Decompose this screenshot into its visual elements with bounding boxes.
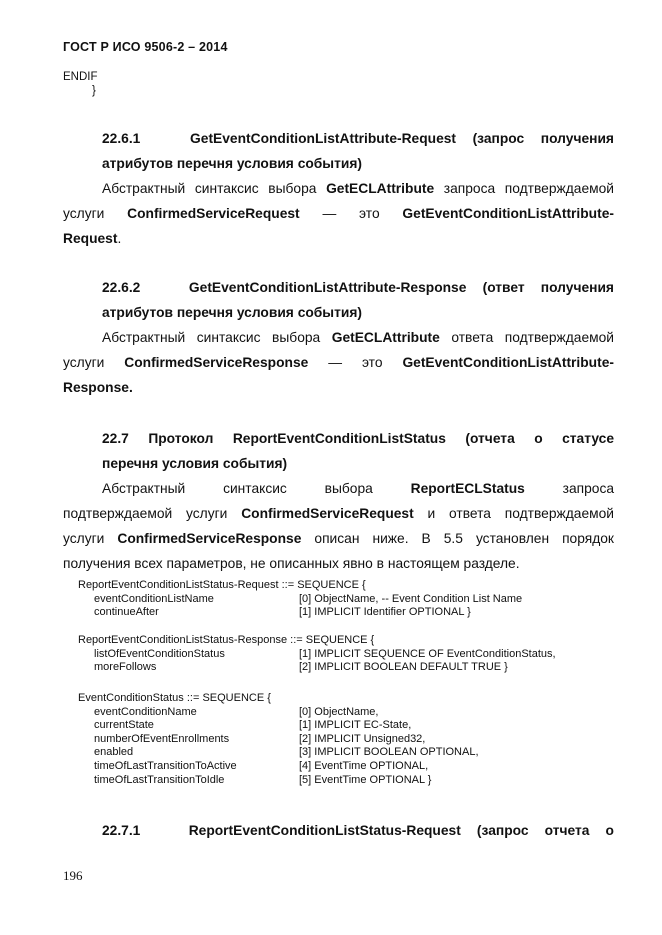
term: ConfirmedServiceResponse — [124, 355, 309, 370]
field-type: [0] ObjectName, -- Event Condition List Name — [299, 592, 523, 605]
field-type: [0] ObjectName, — [299, 705, 379, 718]
title-word: (ответ — [482, 280, 525, 295]
text: описан ниже. В 5.5 установлен порядок — [314, 531, 614, 546]
section-number: 22.7.1 — [102, 823, 141, 838]
text: — — [328, 355, 343, 370]
asn1-response-definition — [78, 634, 374, 648]
text: ответа подтверждаемой — [451, 330, 614, 345]
field-name: listOfEventConditionStatus — [94, 647, 225, 660]
text: выбора — [324, 481, 373, 496]
section-22-6-1-title — [102, 126, 614, 151]
field-name: numberOfEventEnrollments — [94, 732, 230, 745]
text: Абстрактный синтаксис выбора — [102, 330, 321, 345]
asn1-row — [94, 593, 614, 607]
field-name: eventConditionListName — [94, 592, 214, 605]
term: ConfirmedServiceRequest — [127, 206, 300, 221]
asn1-request-fields — [94, 593, 614, 620]
asn1-row — [94, 661, 614, 675]
section-title: GetEventConditionListAttribute-Request — [190, 131, 457, 146]
term: GetECLAttribute — [326, 181, 435, 196]
field-name: moreFollows — [94, 661, 157, 674]
asn1-head: EventConditionStatus ::= SEQUENCE { — [78, 692, 271, 704]
field-name: currentState — [94, 719, 154, 732]
section-22-6-1-para-line3 — [63, 226, 121, 251]
code-close-brace: } — [92, 85, 96, 97]
title-word: получения — [540, 280, 614, 295]
text: запроса подтверждаемой — [443, 181, 614, 196]
title-word: о — [605, 823, 614, 838]
field-type: [1] IMPLICIT SEQUENCE OF EventConditionStatus, — [299, 647, 556, 660]
field-type: [1] IMPLICIT Identifier OPTIONAL } — [299, 606, 471, 619]
title-word: о — [534, 431, 543, 446]
section-22-6-1-title-cont: атрибутов перечня условия события) — [102, 156, 362, 171]
text: и ответа подтверждаемой — [427, 506, 614, 521]
title-word: (отчета — [465, 431, 515, 446]
title-word: отчета — [544, 823, 590, 838]
title-word: ReportEventConditionListStatus-Request — [188, 823, 461, 838]
asn1-request-definition — [78, 579, 366, 593]
term: ReportECLStatus — [410, 481, 525, 496]
term: ConfirmedServiceResponse — [117, 531, 302, 546]
field-name: enabled — [94, 746, 134, 759]
section-22-6-2-para-line1 — [102, 325, 614, 350]
asn1-row — [94, 760, 614, 774]
asn1-row — [94, 774, 614, 788]
field-type: [2] IMPLICIT Unsigned32, — [299, 732, 426, 745]
section-22-7-title — [102, 426, 614, 451]
section-22-6-1-para-line2 — [63, 201, 614, 226]
text: — — [322, 206, 337, 221]
field-name: timeOfLastTransitionToIdle — [94, 773, 225, 786]
text: услуги — [63, 355, 105, 370]
page-number: 196 — [63, 868, 83, 883]
section-22-7-para-line2 — [63, 501, 614, 526]
code-endif: ENDIF — [63, 71, 98, 83]
field-name: timeOfLastTransitionToActive — [94, 759, 237, 772]
section-title: GetEventConditionListAttribute-Response — [188, 280, 467, 295]
term: ConfirmedServiceRequest — [241, 506, 414, 521]
asn1-row — [94, 648, 614, 662]
text: Абстрактный синтаксис выбора — [102, 181, 317, 196]
section-22-6-1-para-line1 — [102, 176, 614, 201]
section-22-6-2-para-line3 — [63, 375, 133, 400]
title-word: статусе — [562, 431, 615, 446]
text: запроса — [562, 481, 615, 496]
section-22-6-2-para-line2 — [63, 350, 614, 375]
title-word: получения — [540, 131, 614, 146]
asn1-ecs-definition — [78, 692, 271, 706]
asn1-row — [94, 606, 614, 620]
title-word: Протокол — [148, 431, 214, 446]
text: . — [117, 231, 122, 246]
text: Абстрактный — [102, 481, 186, 496]
document-header: ГОСТ Р ИСО 9506-2 – 2014 — [63, 40, 228, 54]
term: Response. — [63, 380, 133, 395]
term: Request — [63, 231, 118, 246]
field-type: [4] EventTime OPTIONAL, — [299, 759, 429, 772]
text: это — [361, 355, 383, 370]
title-word: (запрос — [472, 131, 525, 146]
text: услуги — [63, 206, 105, 221]
section-22-7-para-line3 — [63, 526, 614, 551]
field-type: [5] EventTime OPTIONAL } — [299, 773, 432, 786]
text: это — [359, 206, 380, 221]
asn1-head: ReportEventConditionListStatus-Response ::= SEQUENCE { — [78, 634, 375, 646]
section-22-6-2-title — [102, 275, 614, 300]
asn1-ecs-fields — [94, 706, 614, 788]
asn1-row — [94, 733, 614, 747]
section-number: 22.6.2 — [102, 280, 141, 295]
asn1-head: ReportEventConditionListStatus-Request ::= SEQUENCE { — [78, 579, 366, 591]
section-number: 22.6.1 — [102, 131, 141, 146]
asn1-row — [94, 706, 614, 720]
term: GetEventConditionListAttribute- — [402, 355, 614, 370]
term: GetEventConditionListAttribute- — [402, 206, 614, 221]
field-type: [2] IMPLICIT BOOLEAN DEFAULT TRUE } — [299, 661, 508, 674]
field-type: [3] IMPLICIT BOOLEAN OPTIONAL, — [299, 746, 479, 759]
section-number: 22.7 — [102, 431, 129, 446]
asn1-response-fields — [94, 648, 614, 675]
text: услуги — [63, 531, 105, 546]
section-22-7-1-title — [102, 818, 614, 843]
title-word: (запрос — [476, 823, 529, 838]
field-name: continueAfter — [94, 606, 159, 619]
section-22-7-para-line4: получения всех параметров, не описанных явно в настоящем разделе. — [63, 556, 520, 571]
term: GetECLAttribute — [331, 330, 440, 345]
section-22-6-2-title-cont: атрибутов перечня условия события) — [102, 305, 362, 320]
asn1-row — [94, 719, 614, 733]
section-22-7-para-line1 — [102, 476, 614, 501]
text: синтаксис — [223, 481, 287, 496]
title-word: ReportEventConditionListStatus — [232, 431, 446, 446]
field-name: eventConditionName — [94, 705, 197, 718]
field-type: [1] IMPLICIT EC-State, — [299, 719, 412, 732]
section-22-7-title-cont: перечня условия события) — [102, 456, 288, 471]
text: подтверждаемой услуги — [63, 506, 228, 521]
asn1-row — [94, 746, 614, 760]
